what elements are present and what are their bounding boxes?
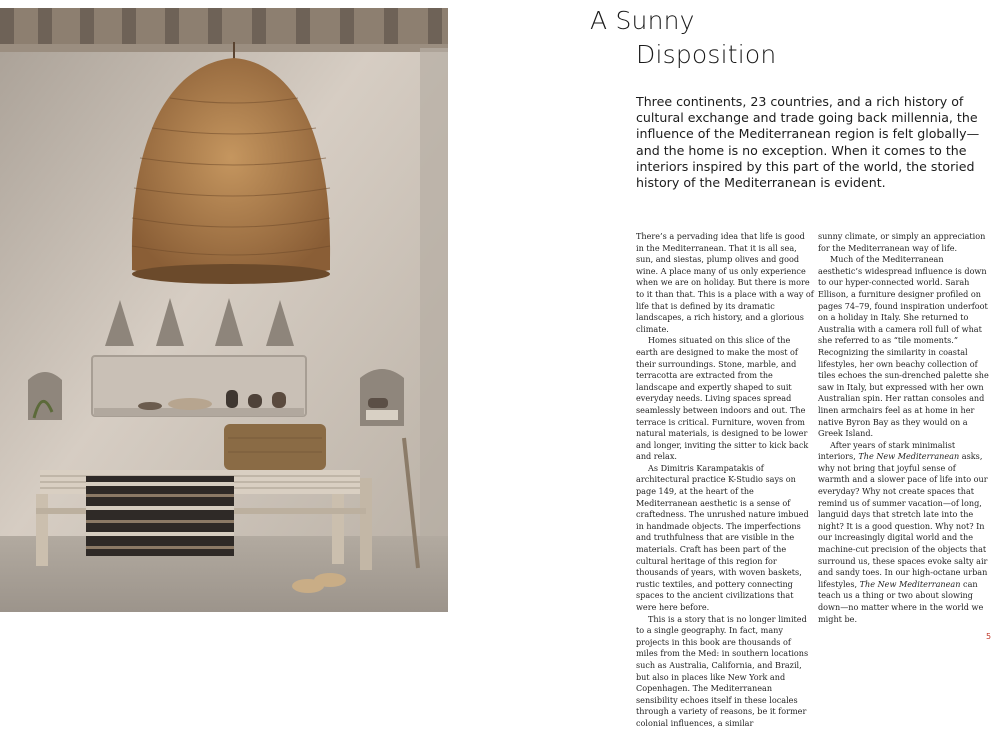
interior-photo (0, 8, 448, 612)
body-paragraph: sunny climate, or simply an appreciation for the Mediterranean way of life. (818, 231, 986, 253)
book-title: The New Mediterranean (859, 578, 961, 589)
body-paragraph (818, 440, 990, 626)
body-text: asks, why not bring that joyful sense of warmth and a slower pace of life into our everyday? Why not create spaces that remind us of summer vacation—of long, languid days that stretch late into the night? It is a good question. Why not? In our increasingly digital world and the machine-cut precision of the objects that surround us, these spaces evoke salty air and sandy toes. In our high-octane urban lifestyles, (818, 451, 988, 589)
body-column-2 (818, 231, 990, 625)
body-text: can teach us a thing or two about slowing down—no matter where in the world we might be. (818, 578, 984, 624)
page-title-line-2: Disposition (636, 40, 777, 69)
body-paragraph: There’s a pervading idea that life is good in the Mediterranean. That it is all sea, sun, and siestas, plump olives and good wine. A place many of us only experience when we are on holiday. But there is more to it than that. This is a place with a way of life that is defined by its dramatic landscapes, a rich history, and a glorious climate. (636, 231, 814, 334)
page-title-line-1: A Sunny (590, 6, 695, 35)
cushion (224, 424, 326, 470)
intro-paragraph: Three continents, 23 countries, and a rich history of cultural exchange and trade going back millennia, the influence of the Mediterranean region is felt globally—and the home is no exception. When it comes to the interiors inspired by this part of the world, the storied history of the Mediterranean is evident. (636, 94, 980, 191)
shelf-niche (92, 356, 306, 416)
ceiling-beams (0, 8, 448, 52)
body-paragraph: Much of the Mediterranean aesthetic’s widespread influence is down to our hyper-connected world. Sarah Ellison, a furniture designer profiled on pages 74–79, found inspiration underfoot on a holiday in Italy. She returned to Australia with a camera roll full of what she referred to as “tile moments.” Recognizing the similarity in coastal lifestyles, her own beachy collection of tiles echoes the sun-drenched palette she saw in Italy, but expressed with her own Australian spin. Her rattan consoles and linen armchairs feel as at home in her native Byron Bay as they would on a Greek Island. (818, 254, 989, 439)
body-paragraph: As Dimitris Karampatakis of architectural practice K-Studio says on page 149, at the heart of the Mediterranean aesthetic is a sense of craftedness. The unrushed nature imbued in handmade objects. The imperfections and truthfulness that are visible in the materials. Craft has been part of the cultural heritage of this region for thousands of years, with woven baskets, rustic textiles, and pottery connecting spaces to the ancient civilizations that were here before. (636, 462, 809, 612)
body-text: After years of stark minimalist interiors, (818, 439, 956, 462)
book-title: The New Mediterranean (858, 451, 960, 462)
body-column-1 (636, 231, 814, 730)
body-paragraph: This is a story that is no longer limited to a single geography. In fact, many projects in this book are thousands of miles from the Med: in southern locations such as Australia, California, and Brazil, but also in places like New York and Copenhagen. The Mediterranean sensibility echoes itself in these locales through a variety of reasons, be it former colonial influences, a similar (636, 613, 809, 728)
page-number: 5 (986, 632, 992, 641)
striped-throw (86, 476, 234, 556)
body-paragraph: Homes situated on this slice of the earth are designed to make the most of their surroundings. Stone, marble, and terracotta are extracted from the landscape and expertly shaped to suit everyday needs. Living spaces spread seamlessly between indoors and out. The terrace is critical. Furniture, woven from natural materials, is designed to be lower and longer, inviting the sitter to kick back and relax. (636, 335, 809, 462)
